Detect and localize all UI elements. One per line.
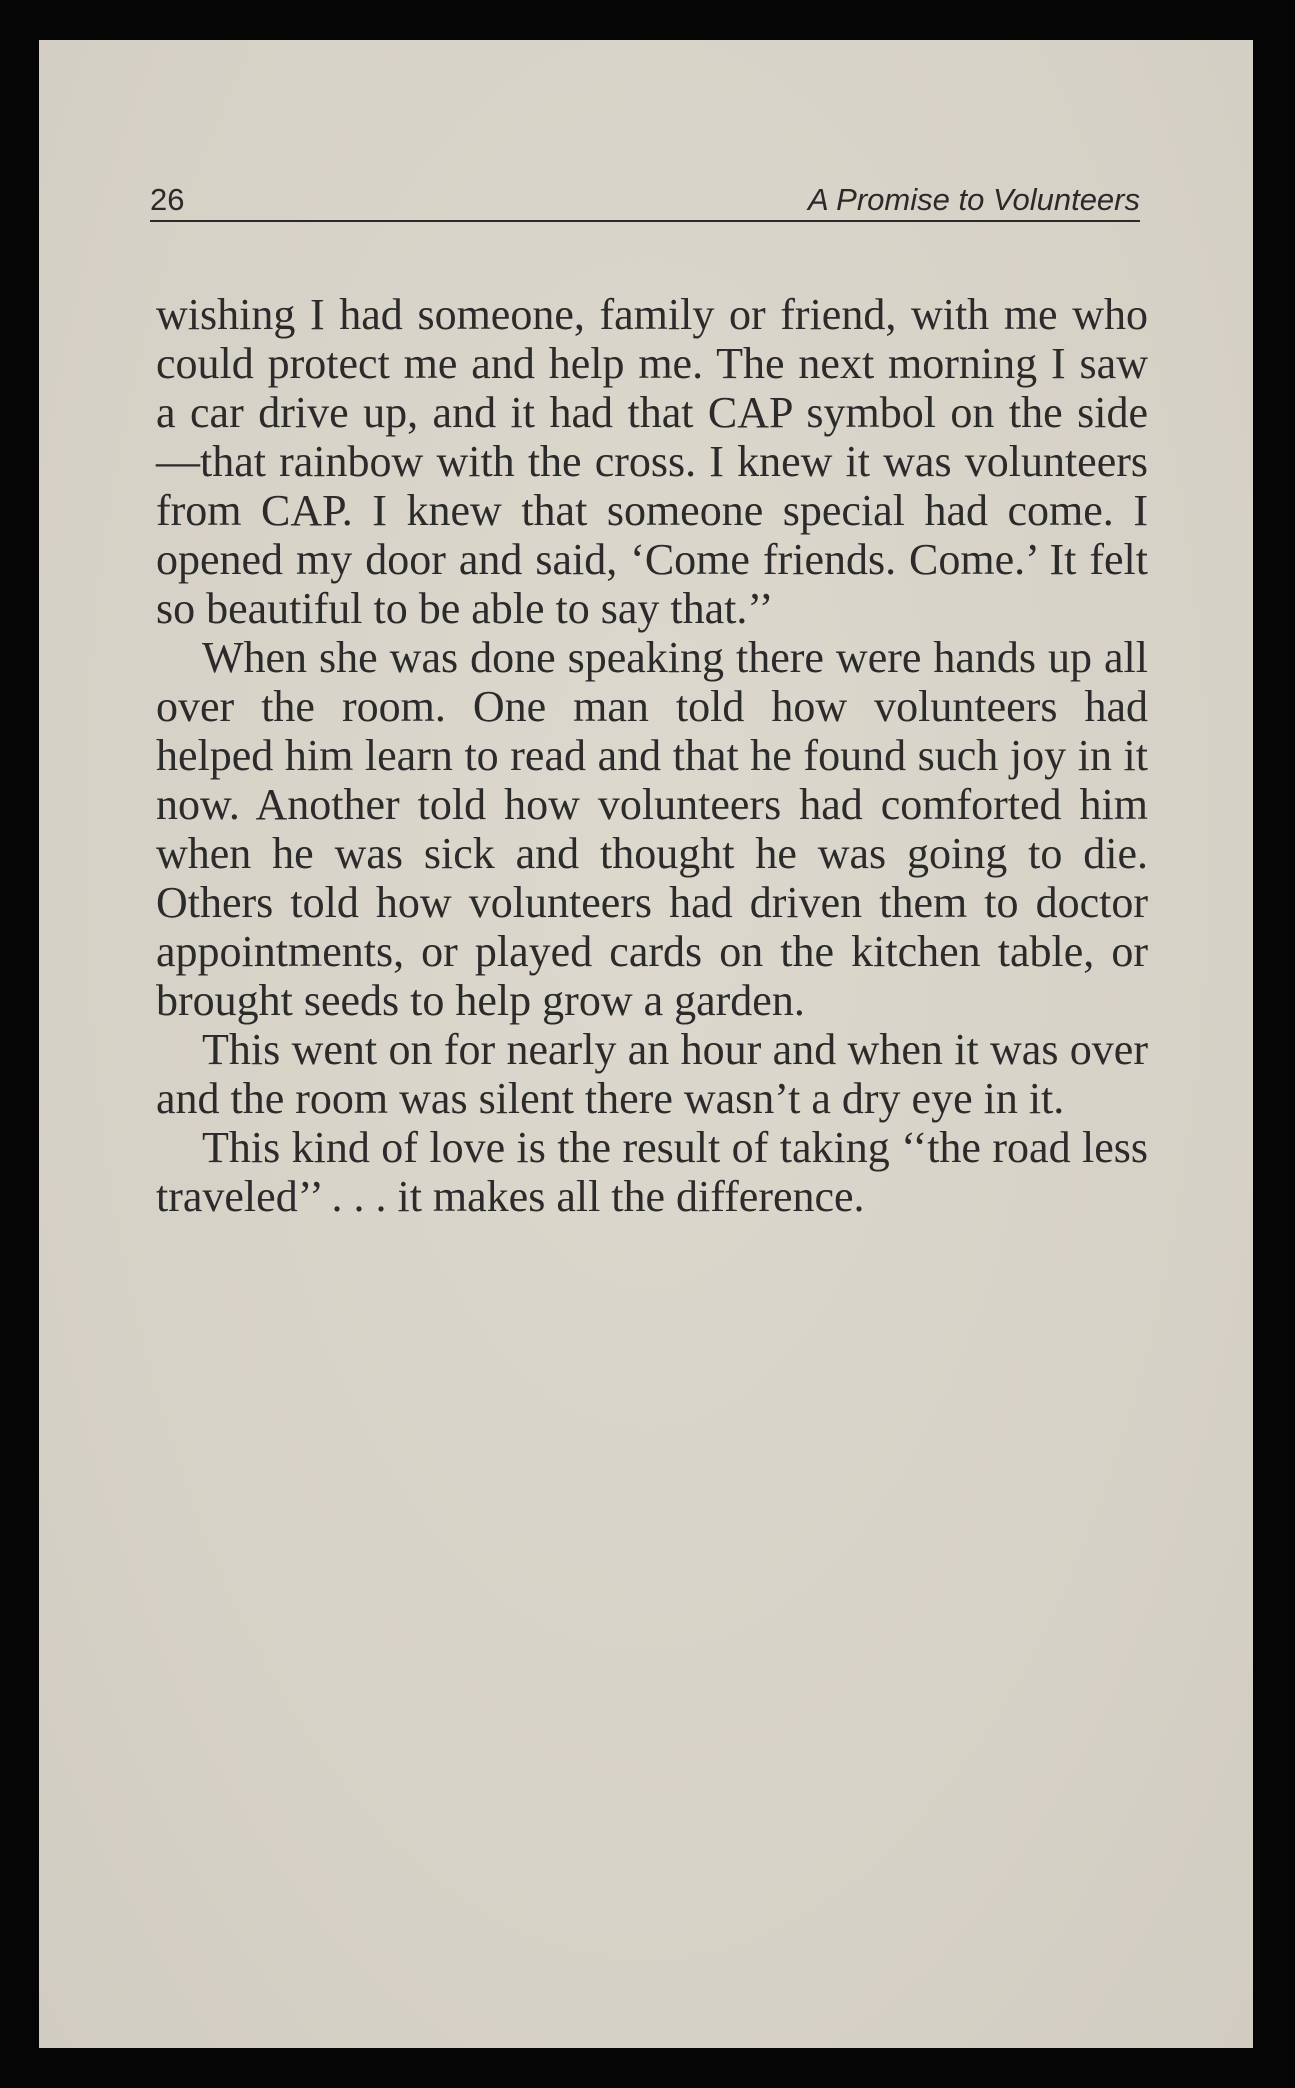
paragraph-3: This went on for nearly an hour and when it was over and the room was silent there wasn’t a dry eye in it. xyxy=(156,1025,1148,1123)
paragraph-2: When she was done speaking there were hands up all over the room. One man told how volunteers had helped him learn to read and that he found such joy in it now. Another told how volunteers had comforted him when he was sick and thought he was going to die. Others told how volunteers had driven them to doctor appointments, or played cards on the kitchen table, or brought seeds to help grow a garden. xyxy=(156,633,1148,1025)
paragraph-4: This kind of love is the result of taking ‘‘the road less traveled’’ . . . it makes all the difference. xyxy=(156,1123,1148,1221)
page-header xyxy=(150,170,1140,222)
paragraph-1: wishing I had someone, family or friend, with me who could protect me and help me. The next morning I saw a car drive up, and it had that CAP symbol on the side—that rainbow with the cross. I knew it was volunteers from CAP. I knew that someone special had come. I opened my door and said, ‘Come friends. Come.’ It felt so beautiful to be able to say that.’’ xyxy=(156,290,1148,633)
page-number: 26 xyxy=(150,182,185,217)
running-title: A Promise to Volunteers xyxy=(808,182,1140,217)
body-text xyxy=(156,290,1148,1221)
